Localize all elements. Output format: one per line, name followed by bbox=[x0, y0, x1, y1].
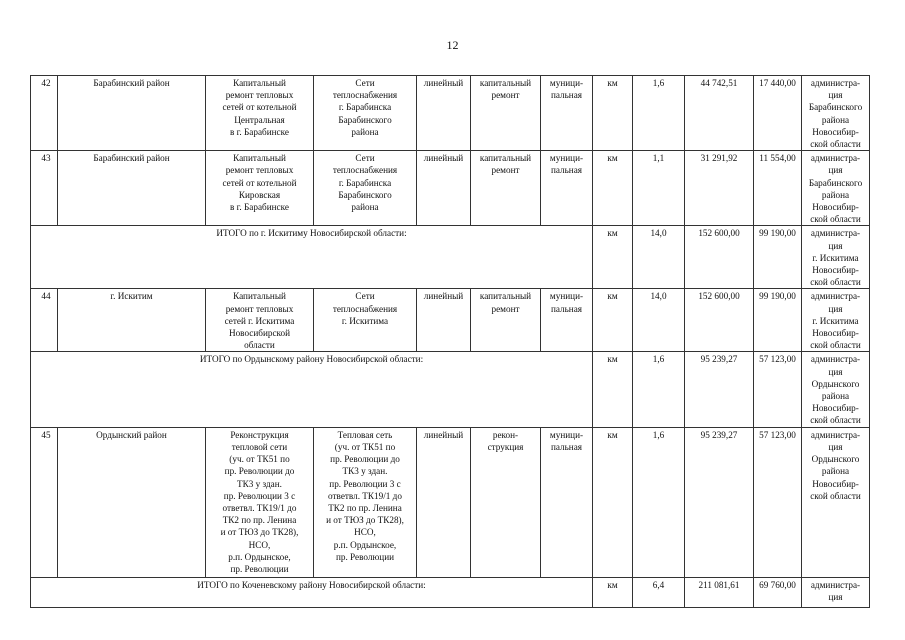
cell-label bbox=[31, 577, 593, 607]
cell-text: Сети теплоснабжения г. Барабинска Барабинского района bbox=[332, 153, 398, 213]
cell-text: км bbox=[607, 579, 618, 590]
cell-text: муници- пальная bbox=[549, 153, 584, 176]
cell-text: 14,0 bbox=[650, 228, 667, 239]
cell-length bbox=[633, 427, 685, 577]
cell-text: 44 742,51 bbox=[700, 78, 738, 88]
cell-text: 17 440,00 bbox=[759, 78, 796, 88]
cell-text: администра- ция Барабинского района Новосибир- ской области bbox=[808, 78, 863, 150]
cell-district bbox=[58, 76, 206, 151]
cell-text: 1,6 bbox=[652, 354, 665, 365]
cell-text: 57 123,00 bbox=[759, 429, 796, 440]
cell-text: 43 bbox=[41, 153, 51, 164]
cell-text: 69 760,00 bbox=[759, 579, 796, 590]
cell-text: 211 081,61 bbox=[698, 579, 740, 590]
cell-text: ИТОГО по Коченевскому району Новосибирской области: bbox=[197, 579, 426, 590]
cell-object bbox=[314, 151, 417, 226]
cell-text: км bbox=[607, 153, 618, 164]
cell-cost-total bbox=[685, 427, 754, 577]
total-row bbox=[31, 577, 870, 607]
cell-length bbox=[633, 352, 685, 427]
cell-text: 14,0 bbox=[650, 291, 667, 302]
cell-text: 152 600,00 bbox=[698, 228, 740, 239]
cell-text: муници- пальная bbox=[549, 78, 584, 101]
cell-unit bbox=[593, 76, 633, 151]
cell-ownership bbox=[541, 151, 593, 226]
table-row bbox=[31, 427, 870, 577]
cell-text: капитальный ремонт bbox=[479, 153, 532, 176]
cell-object bbox=[314, 76, 417, 151]
cell-text: Капитальный ремонт тепловых сетей от котельной Кировская в г. Барабинске bbox=[222, 153, 297, 213]
cell-type bbox=[417, 151, 471, 226]
cell-ownership bbox=[541, 76, 593, 151]
cell-text: Капитальный ремонт тепловых сетей г. Искитима Новосибирской области bbox=[224, 291, 295, 351]
cell-cost-budget bbox=[754, 76, 802, 151]
cell-num bbox=[31, 76, 58, 151]
cell-length bbox=[633, 151, 685, 226]
cell-text: 11 554,00 bbox=[759, 153, 796, 164]
cell-text: 45 bbox=[41, 429, 51, 440]
cell-num bbox=[31, 289, 58, 352]
cell-text: 1,6 bbox=[652, 78, 665, 88]
cell-text: капитальный ремонт bbox=[479, 78, 532, 101]
cell-text: км bbox=[607, 354, 618, 365]
table-row bbox=[31, 289, 870, 352]
cell-unit bbox=[593, 352, 633, 427]
cell-cost-budget bbox=[754, 577, 802, 607]
cell-text: 99 190,00 bbox=[759, 228, 796, 239]
total-row bbox=[31, 226, 870, 289]
total-row bbox=[31, 352, 870, 427]
cell-text: 1,6 bbox=[652, 429, 665, 440]
cell-cost-budget bbox=[754, 352, 802, 427]
program-table bbox=[30, 75, 870, 608]
cell-text: 42 bbox=[41, 78, 51, 88]
cell-text: км bbox=[607, 78, 618, 88]
cell-cost-total bbox=[685, 289, 754, 352]
cell-text: 152 600,00 bbox=[698, 291, 740, 302]
cell-text: линейный bbox=[423, 291, 464, 302]
cell-object bbox=[314, 289, 417, 352]
cell-text: линейный bbox=[423, 78, 464, 88]
cell-length bbox=[633, 226, 685, 289]
cell-cost-total bbox=[685, 577, 754, 607]
cell-text: администра- ция г. Искитима Новосибир- ской области bbox=[810, 291, 861, 351]
cell-admin bbox=[802, 577, 870, 607]
cell-text: км bbox=[607, 291, 618, 302]
cell-unit bbox=[593, 577, 633, 607]
cell-object bbox=[314, 427, 417, 577]
cell-text: администра- ция Барабинского района Новосибир- ской области bbox=[808, 153, 863, 225]
cell-text: администра- ция Ордынского района Новосибир- ской области bbox=[810, 429, 861, 501]
cell-text: муници- пальная bbox=[549, 429, 584, 452]
cell-type bbox=[417, 76, 471, 151]
cell-text: 99 190,00 bbox=[759, 291, 796, 302]
cell-text: г. Искитим bbox=[110, 291, 153, 302]
cell-num bbox=[31, 427, 58, 577]
table-row bbox=[31, 151, 870, 226]
cell-text: км bbox=[607, 228, 618, 239]
cell-cost-total bbox=[685, 151, 754, 226]
cell-text: 95 239,27 bbox=[700, 429, 738, 440]
cell-unit bbox=[593, 151, 633, 226]
cell-kind-work bbox=[471, 427, 541, 577]
cell-length bbox=[633, 577, 685, 607]
cell-text: Барабинский район bbox=[93, 78, 170, 88]
cell-text: администра- ция г. Искитима Новосибир- ской области bbox=[810, 228, 861, 288]
cell-work bbox=[206, 76, 314, 151]
cell-cost-budget bbox=[754, 427, 802, 577]
cell-cost-total bbox=[685, 226, 754, 289]
cell-text: линейный bbox=[423, 429, 464, 440]
cell-text: рекон- струкция bbox=[487, 429, 524, 452]
cell-cost-total bbox=[685, 352, 754, 427]
cell-kind-work bbox=[471, 289, 541, 352]
cell-text: администра- ция bbox=[810, 579, 861, 602]
cell-cost-total bbox=[685, 76, 754, 151]
cell-length bbox=[633, 289, 685, 352]
cell-text: 57 123,00 bbox=[759, 354, 796, 365]
cell-text: администра- ция Ордынского района Новосибир- ской области bbox=[810, 354, 861, 426]
page-number: 12 bbox=[446, 38, 459, 52]
cell-kind-work bbox=[471, 76, 541, 151]
cell-district bbox=[58, 289, 206, 352]
cell-text: Капитальный ремонт тепловых сетей от котельной Центральная в г. Барабинске bbox=[222, 78, 297, 137]
cell-type bbox=[417, 289, 471, 352]
cell-text: муници- пальная bbox=[549, 291, 584, 314]
cell-num bbox=[31, 151, 58, 226]
cell-text: ИТОГО по г. Искитиму Новосибирской области: bbox=[216, 228, 407, 239]
cell-text: капитальный ремонт bbox=[479, 291, 532, 314]
cell-work bbox=[206, 289, 314, 352]
cell-admin bbox=[802, 226, 870, 289]
table-body bbox=[31, 76, 870, 608]
cell-kind-work bbox=[471, 151, 541, 226]
cell-admin bbox=[802, 352, 870, 427]
cell-cost-budget bbox=[754, 151, 802, 226]
cell-text: 95 239,27 bbox=[700, 354, 738, 365]
cell-district bbox=[58, 427, 206, 577]
cell-cost-budget bbox=[754, 226, 802, 289]
cell-text: ИТОГО по Ордынскому району Новосибирской области: bbox=[199, 354, 424, 365]
cell-admin bbox=[802, 427, 870, 577]
cell-text: линейный bbox=[423, 153, 464, 164]
cell-text: 31 291,92 bbox=[700, 153, 738, 164]
table-row bbox=[31, 76, 870, 151]
cell-text: Ордынский район bbox=[96, 429, 167, 440]
cell-ownership bbox=[541, 289, 593, 352]
cell-length bbox=[633, 76, 685, 151]
cell-admin bbox=[802, 289, 870, 352]
cell-work bbox=[206, 427, 314, 577]
cell-cost-budget bbox=[754, 289, 802, 352]
cell-text: 6,4 bbox=[652, 579, 665, 590]
cell-type bbox=[417, 427, 471, 577]
cell-unit bbox=[593, 226, 633, 289]
cell-text: км bbox=[607, 429, 618, 440]
cell-text: Тепловая сеть (уч. от ТК51 по пр. Революции до ТК3 у здан. пр. Революции 3 с ответвл. ТК19/1 до ТК2 по пр. Ленина и от ТЮЗ до ТК28), НСО, р.п. Ордынское, пр. Революции bbox=[326, 429, 404, 562]
cell-text: 1,1 bbox=[652, 153, 665, 164]
cell-text: Сети теплоснабжения г. Барабинска Барабинского района bbox=[332, 78, 398, 137]
cell-unit bbox=[593, 289, 633, 352]
cell-unit bbox=[593, 427, 633, 577]
cell-text: Сети теплоснабжения г. Искитима bbox=[332, 291, 398, 326]
cell-admin bbox=[802, 151, 870, 226]
cell-admin bbox=[802, 76, 870, 151]
cell-work bbox=[206, 151, 314, 226]
cell-text: Барабинский район bbox=[93, 153, 170, 164]
cell-text: 44 bbox=[41, 291, 51, 302]
cell-district bbox=[58, 151, 206, 226]
cell-label bbox=[31, 226, 593, 289]
cell-label bbox=[31, 352, 593, 427]
cell-text: Реконструкция тепловой сети (уч. от ТК51 по пр. Революции до ТК3 у здан. пр. Революции 3 с ответвл. ТК19/1 до ТК2 по пр. Ленина и от ТЮЗ до ТК28), НСО, р.п. Ордынское, пр. Революции bbox=[220, 429, 299, 574]
cell-ownership bbox=[541, 427, 593, 577]
